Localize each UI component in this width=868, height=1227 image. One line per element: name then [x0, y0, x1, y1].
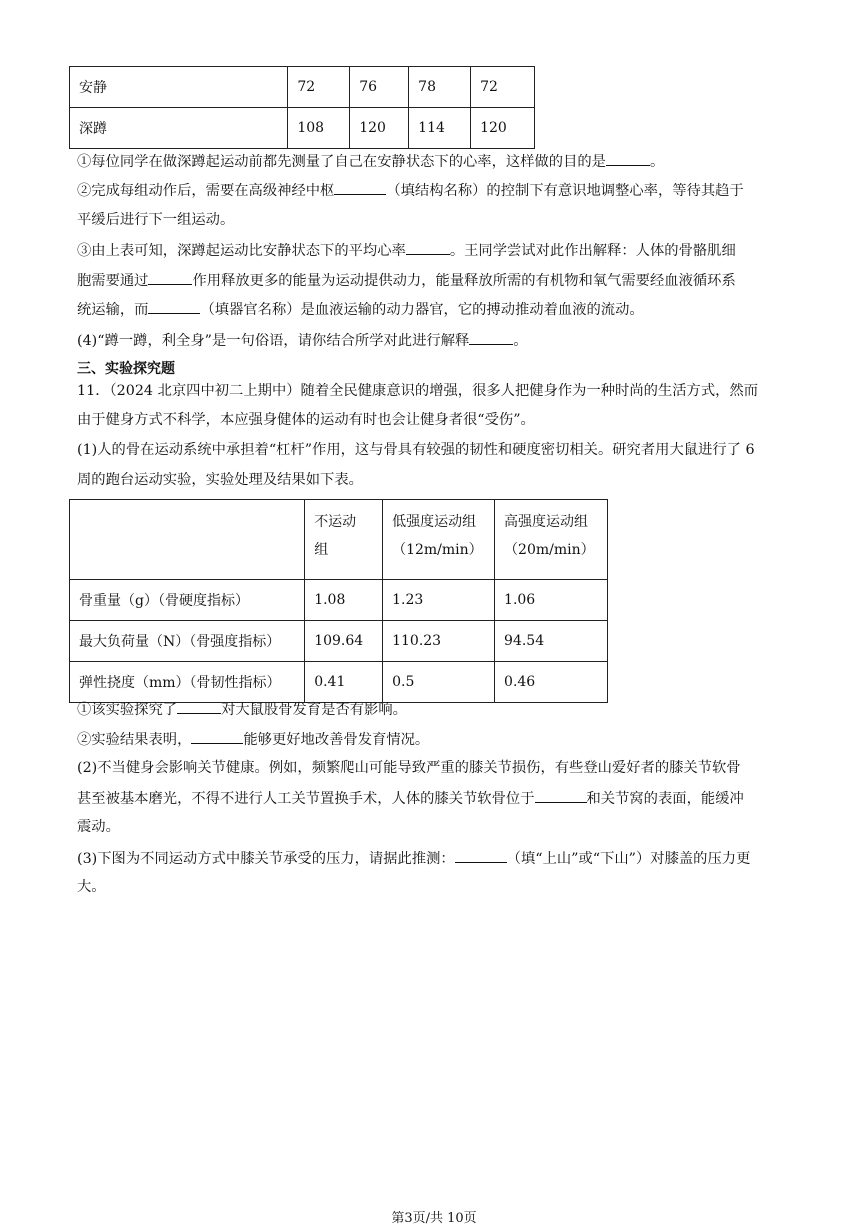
answer-blank[interactable]	[148, 270, 192, 285]
sub-question-2	[77, 729, 797, 750]
page-footer: 第3页/共 10页	[391, 1211, 477, 1226]
question-text: ③由上表可知，深蹲起运动比安静状态下的平均心率	[77, 243, 406, 259]
row-label: 弹性挠度（mm）（骨韧性指标）	[70, 662, 305, 703]
section-title: 三、实验探究题	[77, 361, 175, 377]
table-cell: 72	[471, 67, 535, 108]
table-cell: 120	[350, 108, 409, 149]
answer-blank[interactable]	[191, 729, 243, 744]
question-2	[77, 180, 797, 201]
header-cell-empty	[70, 500, 305, 580]
question-text: 和关节窝的表面，能缓冲	[586, 791, 744, 807]
table-cell: 76	[350, 67, 409, 108]
answer-blank[interactable]	[606, 151, 650, 166]
question-11-part1	[77, 440, 797, 460]
question-11-part2	[77, 758, 797, 778]
row-label: 安静	[70, 67, 288, 108]
question-text: (3)下图为不同运动方式中膝关节承受的压力，请据此推测：	[77, 851, 455, 867]
table-row	[70, 67, 535, 108]
question-text: ①每位同学在做深蹲起运动前都先测量了自己在安静状态下的心率，这样做的目的是	[77, 154, 606, 170]
question-text: (1)人的骨在运动系统中承担着“杠杆”作用，这与骨具有较强的韧性和硬度密切相关。研究者用大鼠进行了 6	[77, 442, 755, 458]
answer-blank[interactable]	[406, 240, 450, 255]
punctuation: 。	[649, 154, 665, 170]
table-cell: 1.23	[383, 580, 495, 621]
question-3-cont2	[77, 299, 797, 320]
table-cell: 94.54	[495, 621, 608, 662]
question-3	[77, 240, 797, 261]
header-cell	[383, 500, 495, 580]
question-text: （填结构名称）的控制下有意识地调整心率，等待其趋于	[386, 183, 744, 199]
question-11-cont	[77, 410, 797, 430]
question-text: 对大鼠股骨发育是否有影响。	[221, 702, 407, 718]
question-3-cont	[77, 270, 797, 291]
question-4	[77, 330, 797, 351]
question-11-part2-cont2	[77, 817, 797, 837]
question-text: （填“上山”或“下山”）对膝盖的压力更	[506, 851, 751, 867]
question-text: 。王同学尝试对此作出解释：人体的骨骼肌细	[449, 243, 736, 259]
header-text: 低强度运动组	[392, 514, 477, 530]
question-text: ②实验结果表明，	[77, 732, 192, 748]
question-11-part3	[77, 848, 797, 869]
table-cell: 72	[288, 67, 350, 108]
question-text: 震动。	[77, 819, 120, 835]
header-text: 高强度运动组	[504, 514, 589, 530]
answer-blank[interactable]	[148, 299, 200, 314]
question-text: 由于健身方式不科学，本应强身健体的运动有时也会让健身者很“受伤”。	[77, 412, 535, 428]
table-cell: 110.23	[383, 621, 495, 662]
question-text: 平缓后进行下一组运动。	[77, 212, 235, 228]
table-row	[70, 621, 608, 662]
answer-blank[interactable]	[535, 788, 587, 803]
table-cell: 78	[409, 67, 471, 108]
question-11	[77, 381, 797, 401]
header-text: （20m/min）	[504, 542, 595, 558]
table-cell: 0.41	[305, 662, 383, 703]
punctuation: 。	[513, 333, 528, 349]
bone-experiment-table	[69, 499, 608, 703]
table-cell: 108	[288, 108, 350, 149]
answer-blank[interactable]	[469, 330, 513, 345]
question-text: 胞需要通过	[77, 273, 149, 289]
answer-blank[interactable]	[334, 180, 386, 195]
table-row	[70, 108, 535, 149]
heart-rate-table	[69, 66, 535, 149]
table-cell: 0.5	[383, 662, 495, 703]
table-cell: 0.46	[495, 662, 608, 703]
sub-question-1	[77, 699, 797, 720]
table-cell: 109.64	[305, 621, 383, 662]
question-2-cont	[77, 210, 797, 230]
question-text: 周的跑台运动实验，实验处理及结果如下表。	[77, 472, 363, 488]
row-label: 最大负荷量（N）（骨强度指标）	[70, 621, 305, 662]
table-cell: 114	[409, 108, 471, 149]
header-cell	[495, 500, 608, 580]
table-cell: 1.08	[305, 580, 383, 621]
answer-blank[interactable]	[177, 699, 221, 714]
answer-blank[interactable]	[455, 848, 507, 863]
row-label: 骨重量（g）（骨硬度指标）	[70, 580, 305, 621]
question-text: 甚至被基本磨光，不得不进行人工关节置换手术，人体的膝关节软骨位于	[77, 791, 535, 807]
table-cell: 120	[471, 108, 535, 149]
question-text: ②完成每组动作后，需要在高级神经中枢	[77, 183, 335, 199]
question-text: 统运输，而	[77, 302, 149, 318]
question-text: (4)“蹲一蹲，利全身”是一句俗语，请你结合所学对此进行解释	[77, 333, 470, 349]
row-label: 深蹲	[70, 108, 288, 149]
question-11-part2-cont	[77, 788, 797, 809]
header-cell	[305, 500, 383, 580]
question-text: (2)不当健身会影响关节健康。例如，频繁爬山可能导致严重的膝关节损伤，有些登山爱好者的膝关节软骨	[77, 760, 741, 776]
header-text: 组	[314, 542, 329, 558]
question-text: 能够更好地改善骨发育情况。	[243, 732, 430, 748]
question-text: （填器官名称）是血液运输的动力器官，它的搏动推动着血液的流动。	[200, 302, 644, 318]
header-text: 不运动	[314, 514, 357, 530]
table-cell: 1.06	[495, 580, 608, 621]
question-text: 大。	[77, 879, 106, 895]
table-header-row	[70, 500, 608, 580]
question-11-part3-cont	[77, 877, 797, 897]
question-text: 11．（2024 北京四中初二上期中）随着全民健康意识的增强，很多人把健身作为一种时尚的生活方式，然而	[77, 383, 759, 399]
table-row	[70, 580, 608, 621]
question-text: ①该实验探究了	[77, 702, 178, 718]
question-11-part1-cont	[77, 470, 797, 490]
header-text: （12m/min）	[392, 542, 483, 558]
question-1	[77, 151, 797, 172]
table-row	[70, 662, 608, 703]
question-text: 作用释放更多的能量为运动提供动力，能量释放所需的有机物和氧气需要经血液循环系	[192, 273, 736, 289]
